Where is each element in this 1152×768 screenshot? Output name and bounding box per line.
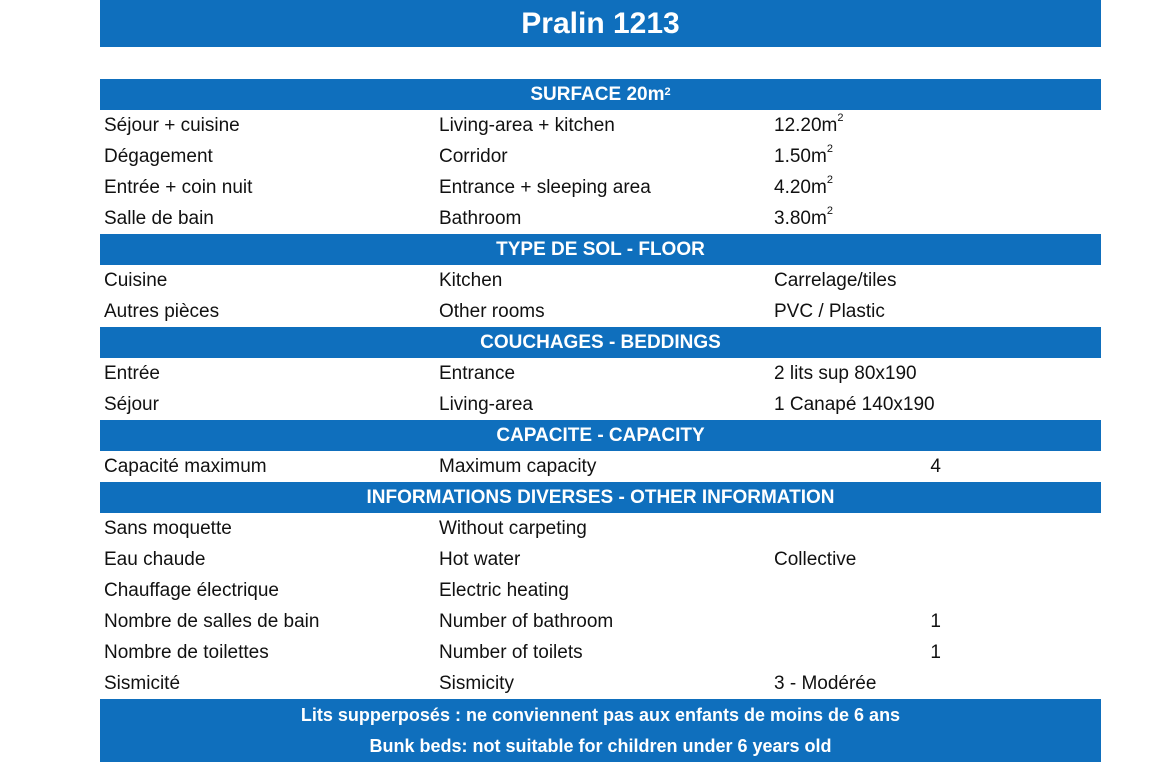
label-fr: Séjour	[104, 393, 159, 415]
label-en: Other rooms	[439, 300, 545, 322]
label-en: Kitchen	[439, 269, 503, 291]
warning-line-fr: Lits supperposés : ne conviennent pas aux enfants de moins de 6 ans	[300, 704, 901, 725]
value-text: 3.80m	[774, 207, 827, 229]
value-cell: PVC / Plastic	[774, 300, 885, 322]
value-sup: 2	[837, 111, 844, 124]
page-title: Pralin 1213	[100, 0, 1101, 47]
value-cell: 1	[930, 610, 941, 632]
value-sup: 2	[826, 173, 833, 186]
surface-header-sup: 2	[664, 85, 671, 98]
property-sheet	[100, 0, 1101, 762]
value-text: 4.20m	[774, 176, 827, 198]
table-row	[100, 668, 1101, 699]
warning-footer	[100, 699, 1101, 762]
value-cell	[770, 142, 1101, 168]
label-fr: Eau chaude	[104, 548, 206, 570]
label-fr: Cuisine	[104, 269, 168, 291]
value-sup: 2	[826, 142, 833, 155]
warning-line-en: Bunk beds: not suitable for children under 6 years old	[369, 735, 832, 756]
table-row	[100, 544, 1101, 575]
table-row	[100, 265, 1101, 296]
section-header-other-information: INFORMATIONS DIVERSES - OTHER INFORMATION	[100, 482, 1101, 513]
value-cell	[770, 173, 1101, 199]
table-row	[100, 606, 1101, 637]
label-fr: Nombre de toilettes	[104, 641, 269, 663]
spacer	[100, 47, 1101, 79]
table-row	[100, 575, 1101, 606]
label-en: Sismicity	[439, 672, 514, 694]
label-en: Corridor	[439, 145, 508, 167]
label-fr: Sans moquette	[104, 517, 232, 539]
label-en: Without carpeting	[439, 517, 587, 539]
label-fr: Sismicité	[104, 672, 181, 694]
section-header-floor: TYPE DE SOL - FLOOR	[100, 234, 1101, 265]
label-en: Bathroom	[439, 207, 522, 229]
value-cell	[770, 111, 1101, 137]
table-row	[100, 637, 1101, 668]
label-fr: Séjour + cuisine	[104, 114, 240, 136]
table-row	[100, 358, 1101, 389]
value-cell: 4	[930, 455, 941, 477]
table-row	[100, 296, 1101, 327]
label-en: Living-area	[439, 393, 533, 415]
label-fr: Entrée + coin nuit	[104, 176, 253, 198]
value-cell: Carrelage/tiles	[774, 269, 897, 291]
surface-header-label: SURFACE 20m	[530, 83, 665, 105]
label-fr: Chauffage électrique	[104, 579, 279, 601]
table-row	[100, 172, 1101, 203]
value-cell: 3 - Modérée	[774, 672, 877, 694]
label-fr: Autres pièces	[104, 300, 220, 322]
section-header-capacity: CAPACITE - CAPACITY	[100, 420, 1101, 451]
label-en: Number of toilets	[439, 641, 583, 663]
label-en: Electric heating	[439, 579, 569, 601]
label-en: Entrance	[439, 362, 516, 384]
table-row	[100, 203, 1101, 234]
value-cell	[770, 204, 1101, 230]
label-en: Living-area + kitchen	[439, 114, 615, 136]
value-cell: 2 lits sup 80x190	[774, 362, 917, 384]
section-header-beddings: COUCHAGES - BEDDINGS	[100, 327, 1101, 358]
table-row	[100, 141, 1101, 172]
value-cell: Collective	[774, 548, 857, 570]
table-row	[100, 451, 1101, 482]
label-en: Hot water	[439, 548, 521, 570]
table-row	[100, 110, 1101, 141]
label-en: Number of bathroom	[439, 610, 614, 632]
value-cell: 1	[930, 641, 941, 663]
value-text: 12.20m	[774, 114, 838, 136]
table-row	[100, 513, 1101, 544]
value-cell: 1 Canapé 140x190	[774, 393, 935, 415]
label-fr: Nombre de salles de bain	[104, 610, 320, 632]
value-sup: 2	[826, 204, 833, 217]
value-text: 1.50m	[774, 145, 827, 167]
label-fr: Salle de bain	[104, 207, 214, 229]
table-row	[100, 389, 1101, 420]
label-fr: Dégagement	[104, 145, 213, 167]
section-header-surface	[100, 79, 1101, 110]
label-en: Entrance + sleeping area	[439, 176, 651, 198]
label-fr: Capacité maximum	[104, 455, 267, 477]
label-en: Maximum capacity	[439, 455, 597, 477]
label-fr: Entrée	[104, 362, 160, 384]
